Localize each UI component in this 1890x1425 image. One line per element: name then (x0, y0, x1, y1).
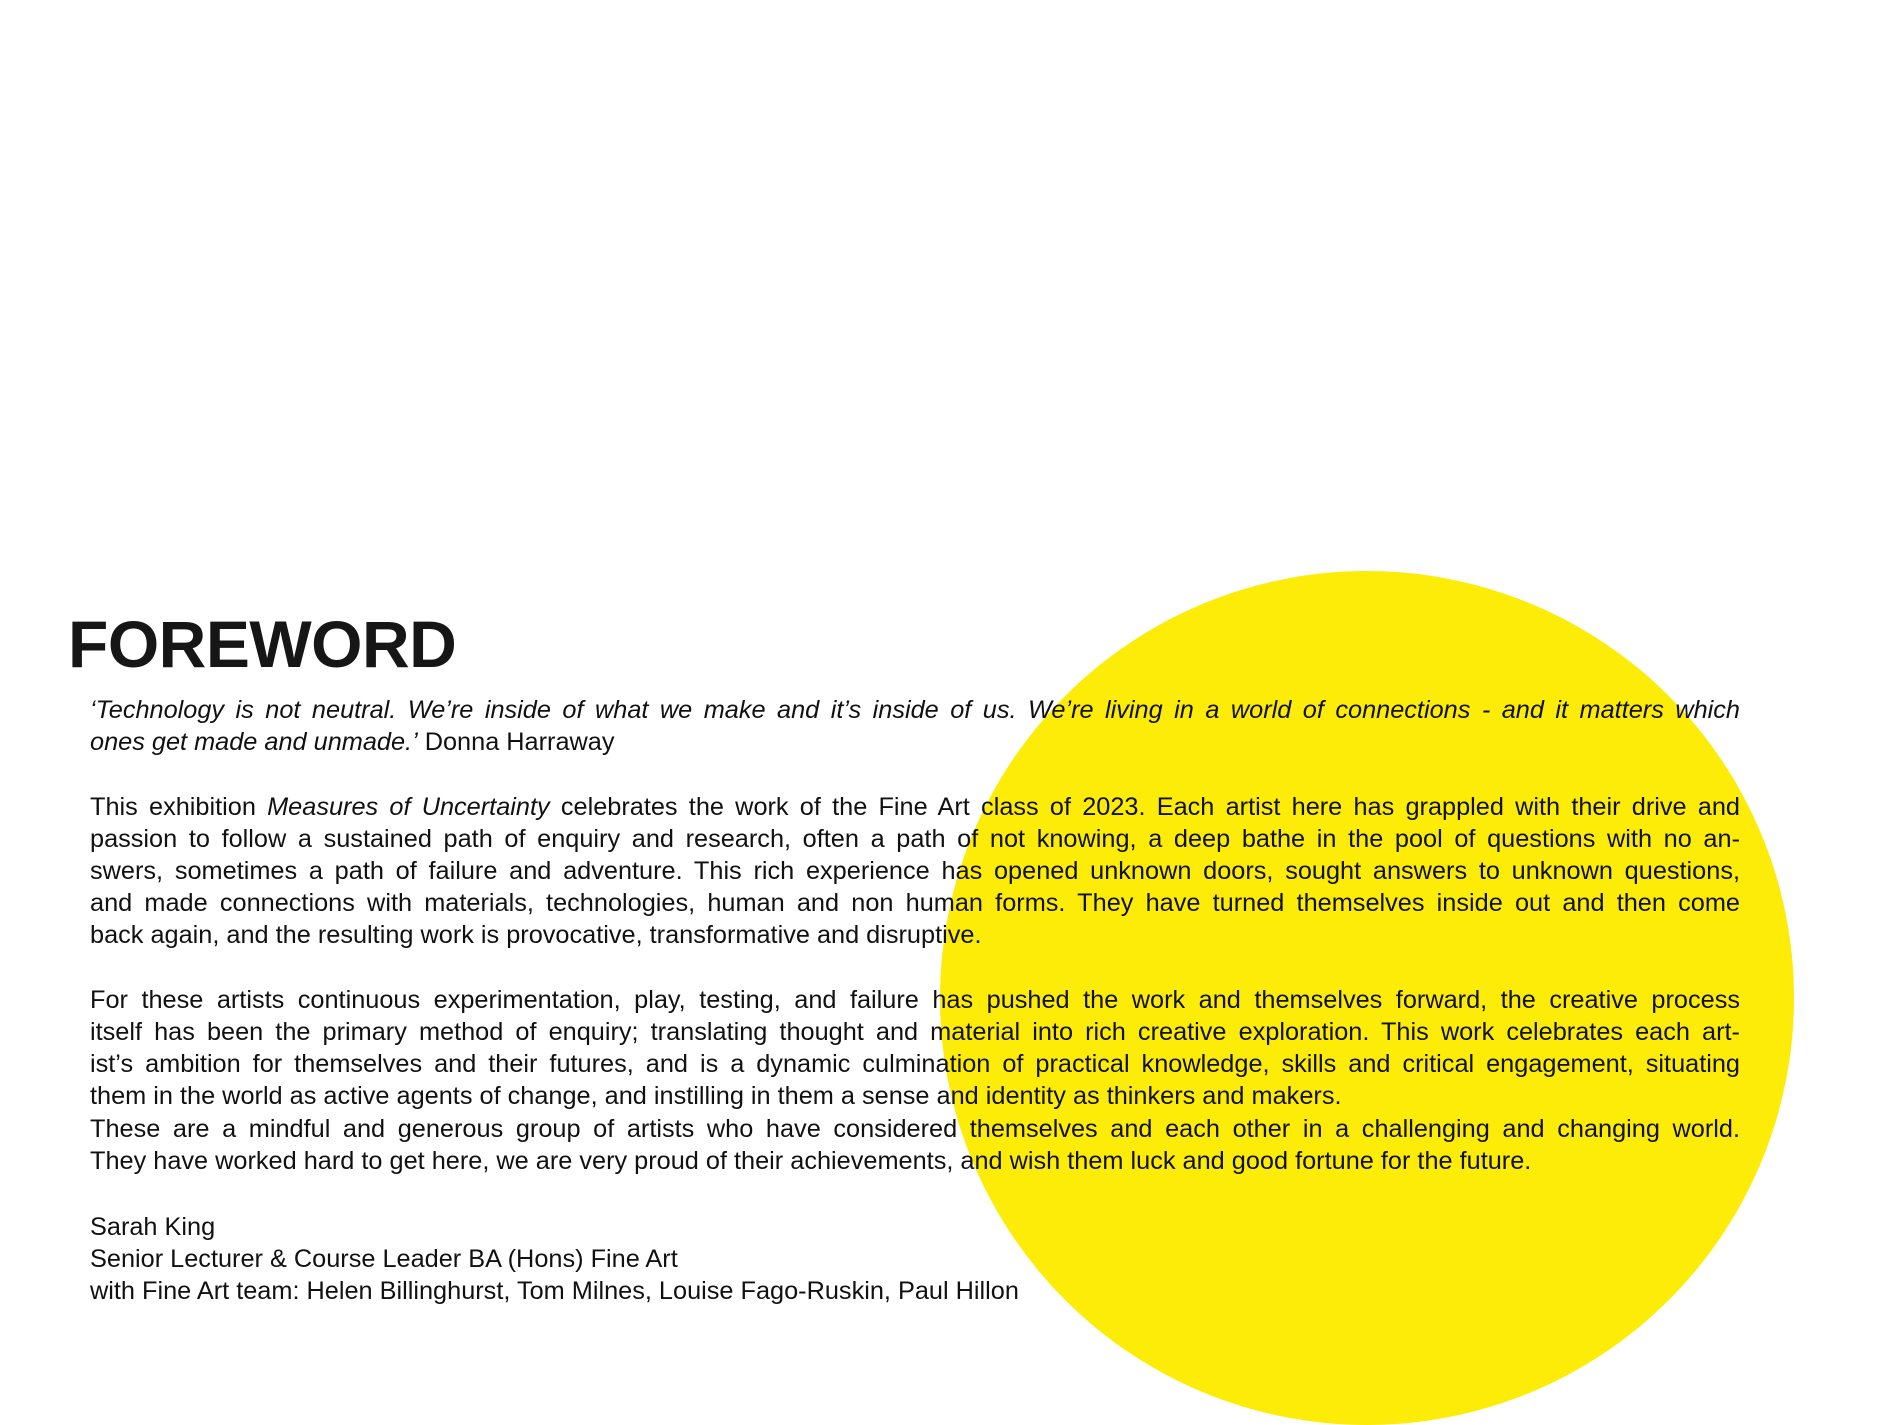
paragraph-artists (90, 984, 1740, 1177)
signature-team: with Fine Art team: Helen Billinghurst, Tom Milnes, Louise Fago-Ruskin, Paul Hillon (90, 1277, 1019, 1306)
signature-name: Sarah King (90, 1213, 216, 1241)
paragraph-1-line-3: swers, sometimes a path of failure and adventure. This rich experience has opened unknown doors, sought answers to unknown questions, (90, 857, 1740, 885)
paragraph-1-line-5: back again, and the resulting work is provocative, transformative and disruptive. (90, 921, 982, 950)
paragraph-2-line-4: them in the world as active agents of change, and instilling in them a sense and identity as thinkers and makers. (90, 1082, 1342, 1111)
text-fragment: This exhibition (90, 792, 268, 821)
text-fragment: celebrates the work of the Fine Art class of 2023. Each artist here has grappled with their drive and (549, 792, 1741, 821)
paragraph-1-line-2: passion to follow a sustained path of enquiry and research, often a path of not knowing, a deep bathe in the pool of questions with no an- (90, 824, 1740, 853)
paragraph-2-line-2: itself has been the primary method of enquiry; translating thought and material into rich creative exploration. This work celebrates each art- (90, 1018, 1740, 1046)
foreword-body (90, 694, 1740, 1177)
quote-line-2 (90, 726, 1740, 758)
quote-text-end: ones get made and unmade.’ (90, 728, 418, 757)
page-title: FOREWORD (68, 607, 457, 681)
paragraph-2-line-6: They have worked hard to get here, we are very proud of their achievements, and wish them luck and good fortune for the future. (90, 1146, 1532, 1175)
paragraph-2-line-1: For these artists continuous experimentation, play, testing, and failure has pushed the work and themselves forward, the creative process (90, 985, 1740, 1014)
paragraph-1-line-1 (90, 791, 1740, 823)
quote-paragraph (90, 694, 1740, 758)
paragraph-gap (90, 758, 1740, 790)
signature-block (90, 1211, 1019, 1308)
quote-line-1 (90, 694, 1740, 726)
paragraph-2-line-3: ist’s ambition for themselves and their futures, and is a dynamic culmination of practical knowledge, skills and critical engagement, situating (90, 1050, 1740, 1079)
paragraph-1-line-4: and made connections with materials, technologies, human and non human forms. They have turned themselves inside out and then come (90, 889, 1740, 918)
quote-text: ‘Technology is not neutral. We’re inside of what we make and it’s inside of us. We’re living in a world of connections - and it matters which (90, 696, 1740, 724)
paragraph-exhibition (90, 791, 1740, 952)
paragraph-gap (90, 952, 1740, 984)
exhibition-title: Measures of Uncertainty (267, 792, 550, 821)
quote-author: Donna Harraway (417, 728, 615, 757)
signature-title: Senior Lecturer & Course Leader BA (Hons) Fine Art (90, 1245, 678, 1274)
paragraph-2-line-5: These are a mindful and generous group of artists who have considered themselves and each other in a challenging and changing world. (90, 1114, 1740, 1143)
